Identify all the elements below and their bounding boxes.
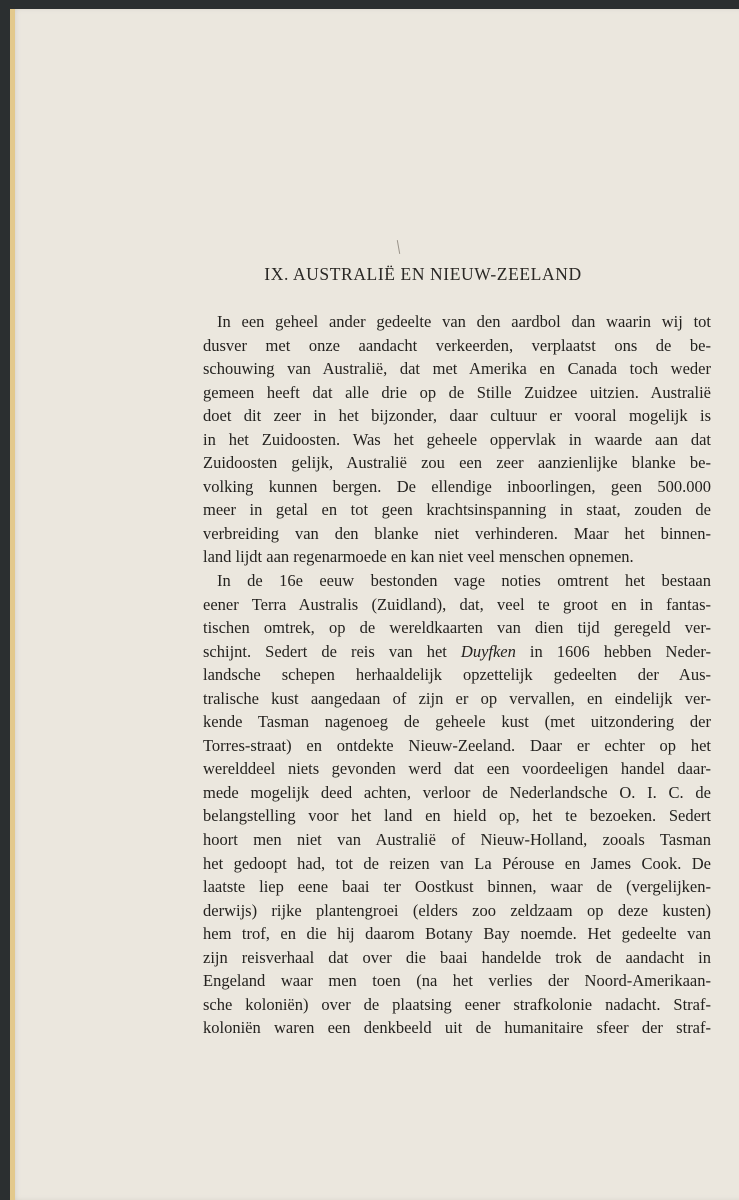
- body-text: [203, 310, 711, 1040]
- text-line: In een geheel ander gedeelte van den aardbol dan waarin wij tot: [217, 312, 711, 331]
- text-line: koloniën waren een denkbeeld uit de humanitaire sfeer der straf-: [203, 1018, 711, 1038]
- text-line: tralische kust aangedaan of zijn er op vervallen, en eindelijk ver-: [203, 688, 711, 708]
- text-line: dusver met onze aandacht verkeerden, verplaatst ons de be-: [203, 335, 711, 355]
- text-line: hoort men niet van Australië of Nieuw-Holland, zooals Tasman: [203, 830, 711, 850]
- paragraph-1: [203, 310, 711, 569]
- text-line: eener Terra Australis (Zuidland), dat, veel te groot en in fantas-: [203, 594, 711, 614]
- text-line: In de 16e eeuw bestonden vage noties omtrent het bestaan: [217, 571, 711, 591]
- text-line: volking kunnen bergen. De ellendige inboorlingen, geen 500.000: [203, 476, 711, 496]
- text-line: in het Zuidoosten. Was het geheele oppervlak in waarde aan dat: [203, 429, 711, 449]
- text-line: belangstelling voor het land en hield op, het te bezoeken. Sedert: [203, 806, 711, 826]
- text-line: kende Tasman nagenoeg de geheele kust (met uitzondering der: [203, 712, 711, 732]
- ship-name: Duyfken: [460, 641, 516, 661]
- text-line: gemeen heeft dat alle drie op de Stille Zuidzee uitzien. Australië: [203, 382, 711, 402]
- text-line: schouwing van Australië, dat met Amerika en Canada toch weder: [203, 359, 711, 379]
- chapter-title: IX. AUSTRALIË EN NIEUW-ZEELAND: [264, 264, 582, 284]
- text-line: het gedoopt had, tot de reizen van La Pérouse en James Cook. De: [203, 853, 711, 873]
- page-edge: [10, 9, 15, 1200]
- text-line: Engeland waar men toen (na het verlies der Noord-Amerikaan-: [203, 971, 711, 991]
- text-line: verbreiding van den blanke niet verhinderen. Maar het binnen-: [203, 523, 711, 543]
- text-line: landsche schepen herhaaldelijk opzettelijk gedeelten der Aus-: [203, 665, 711, 685]
- text-line: laatste liep eene baai ter Oostkust binnen, waar de (vergelijken-: [203, 877, 711, 897]
- text-line: doet dit zeer in het bijzonder, daar cultuur er vooral mogelijk is: [203, 406, 711, 426]
- text-line: Torres-straat) en ontdekte Nieuw-Zeeland. Daar er echter op het: [203, 735, 711, 755]
- text-line: sche koloniën) over de plaatsing eener strafkolonie nadacht. Straf-: [203, 994, 711, 1014]
- text-line: hem trof, en die hij daarom Botany Bay noemde. Het gedeelte van: [203, 924, 711, 944]
- paragraph-2: [203, 569, 711, 1040]
- text-line: mede mogelijk deed achten, verloor de Nederlandsche O. I. C. de: [203, 782, 711, 802]
- text-line: tischen omtrek, op de wereldkaarten van dien tijd geregeld ver-: [203, 618, 711, 638]
- text-line: Zuidoosten gelijk, Australië zou een zeer aanzienlijke blanke be-: [203, 453, 711, 473]
- text-line: zijn reisverhaal dat over die baai handelde trok de aandacht in: [203, 947, 711, 967]
- text-line: derwijs) rijke plantengroei (elders zoo zeldzaam op deze kusten): [203, 900, 711, 920]
- text-line: land lijdt aan regenarmoede en kan niet veel menschen opnemen.: [203, 547, 634, 567]
- text-line: schijnt. Sedert de reis van het Duyfken in 1606 hebben Neder-: [203, 641, 712, 661]
- text-line: meer in getal en tot geen krachtsinspanning in staat, zouden de: [203, 500, 711, 520]
- text-line: werelddeel niets gevonden werd dat een voordeeligen handel daar-: [203, 759, 711, 779]
